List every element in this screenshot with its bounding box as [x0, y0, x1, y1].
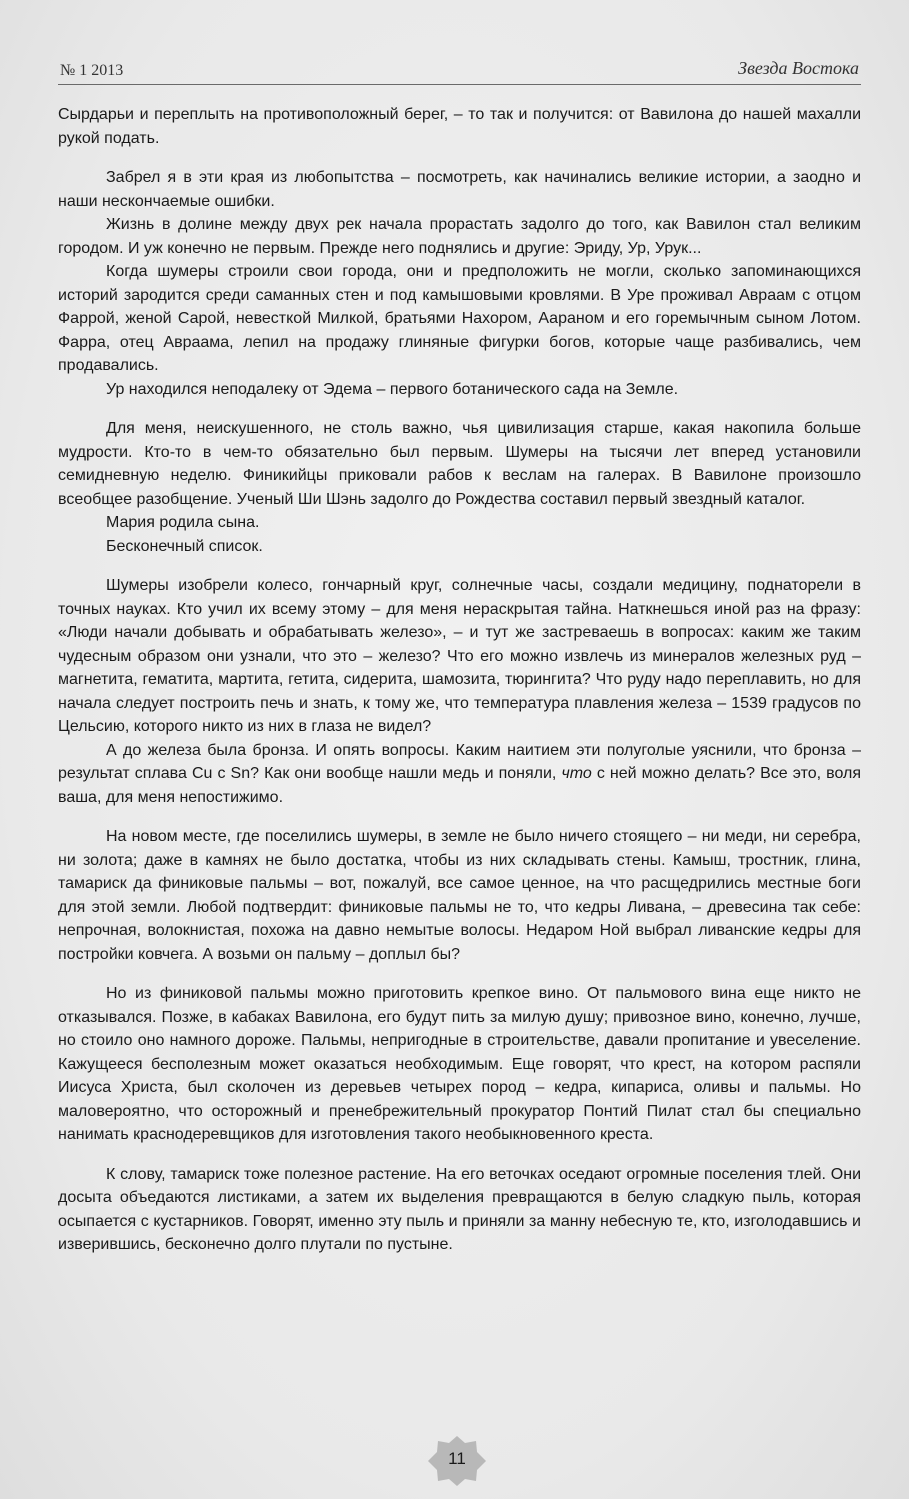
paragraph — [58, 739, 861, 810]
page-number-badge — [428, 1436, 486, 1486]
paragraph: Сырдарьи и переплыть на противоположный берег, – то так и получится: от Вавилона до нашей махалли рукой подать. — [58, 106, 861, 147]
paragraph: На новом месте, где поселились шумеры, в земле не было ничего стоящего – ни меди, ни серебра, ни золота; даже в камнях не было достатка, чтобы из них складывать стены. Камыш, тростник, глина, тамариск да финиковые пальмы – вот, пожалуй, все самое ценное, на что расщедрились местные боги для этой земли. Любой подтвердит: финиковые пальмы не то, что кедры Ливана, – древесина так себе: непрочная, волокнистая, похожа на давно немытые волосы. Недаром Ной выбрал ливанские кедры для постройки ковчега. А возьми он пальму – доплыл бы? — [58, 828, 861, 963]
paragraph: Шумеры изобрели колесо, гончарный круг, солнечные часы, создали медицину, поднаторели в точных науках. Кто учил их всему этому – для меня нераскрытая тайна. Наткнешься иной раз на фразу: «Люди начали добывать и обрабатывать железо», – и тут же застреваешь в вопросах: каким же таким чудесным образом они узнали, что это – железо? Что его можно извлечь из минералов железных руд – магнетита, гематита, мартита, гетита, сидерита, шамозита, тюрингита? Что руду надо переплавить, но для начала следует построить печь и знать, к тому же, что температура плавления железа – 1539 градусов по Цельсию, которого никто из них в глаза не видел? — [58, 577, 861, 735]
issue-number: № 1 2013 — [60, 62, 124, 79]
running-header — [58, 54, 861, 85]
article-body — [58, 103, 861, 1257]
paragraph-text: с ней можно делать? Все это, воля ваша, для меня непостижимо. — [58, 765, 862, 806]
paragraph: Когда шумеры строили свои города, они и предположить не могли, сколько запоминающихся историй зародится среди саманных стен и под камышовыми кровлями. В Уре проживал Авраам с отцом Фаррой, женой Сарой, невесткой Милкой, братьями Нахором, Аараном и его горемычным сыном Лотом. Фарра, отец Авраама, лепил на продажу глиняные фигурки богов, которые чаще разбивались, чем продавались. — [58, 263, 861, 374]
paragraph: К слову, тамариск тоже полезное растение. На его веточках оседают огромные поселения тлей. Они досыта объедаются листиками, а затем их выделения превращаются в белую сладкую пыль, которая осыпается с кустарников. Говорят, именно эту пыль и приняли за манну небесную те, кто, изголодавшись и изверившись, бесконечно долго плутали по пустыне. — [58, 1165, 861, 1253]
paragraph: Жизнь в долине между двух рек начала прорастать задолго до того, как Вавилон стал великим городом. И уж конечно не первым. Прежде него поднялись и другие: Эриду, Ур, Урук... — [58, 216, 861, 257]
paragraph: Ур находился неподалеку от Эдема – первого ботанического сада на Земле. — [106, 380, 679, 398]
paragraph: Для меня, неискушенного, не столь важно, чья цивилизация старше, какая накопила больше мудрости. Кто-то в чем-то обязательно был первым. Шумеры на тысячи лет вперед установили семидневную неделю. Финикийцы приковали рабов к веслам на галерах. В Вавилоне произошло всеобщее разобщение. Ученый Ши Шэнь задолго до Рождества составил первый звездный каталог. — [58, 420, 861, 508]
paragraph: Бесконечный список. — [106, 537, 263, 555]
journal-title: Звезда Востока — [738, 58, 859, 78]
page-footer — [0, 1436, 909, 1486]
paragraph: Мария родила сына. — [106, 514, 260, 531]
paragraph-text: А до железа была бронза. И опять вопросы. Каким наитием эти полуголые уяснили, что бронза – результат сплава Cu с Sn? Как они вообще нашли медь и поняли, — [58, 741, 861, 782]
emphasis-word: что — [561, 765, 592, 782]
paragraph: Забрел я в эти края из любопытства – посмотреть, как начинались великие истории, а заодно и наши нескончаемые ошибки. — [58, 169, 861, 210]
paragraph: Но из финиковой пальмы можно приготовить крепкое вино. От пальмового вина еще никто не отказывался. Позже, в кабаках Вавилона, его будут пить за милую душу; привозное вино, конечно, лучше, но стоило оно намного дороже. Пальмы, непригодные в строительстве, давали пропитание и увеселение. Кажущееся бесполезным может оказаться необходимым. Еще говорят, что крест, на котором распяли Иисуса Христа, был сколочен из деревьев четырех пород – кедра, кипариса, оливы и пальмы. Но маловероятно, что осторожный и пренебрежительный прокуратор Понтий Пилат стал бы специально нанимать краснодеревщиков для изготовления такого необыкновенного креста. — [58, 985, 861, 1143]
page-number: 11 — [448, 1449, 466, 1468]
